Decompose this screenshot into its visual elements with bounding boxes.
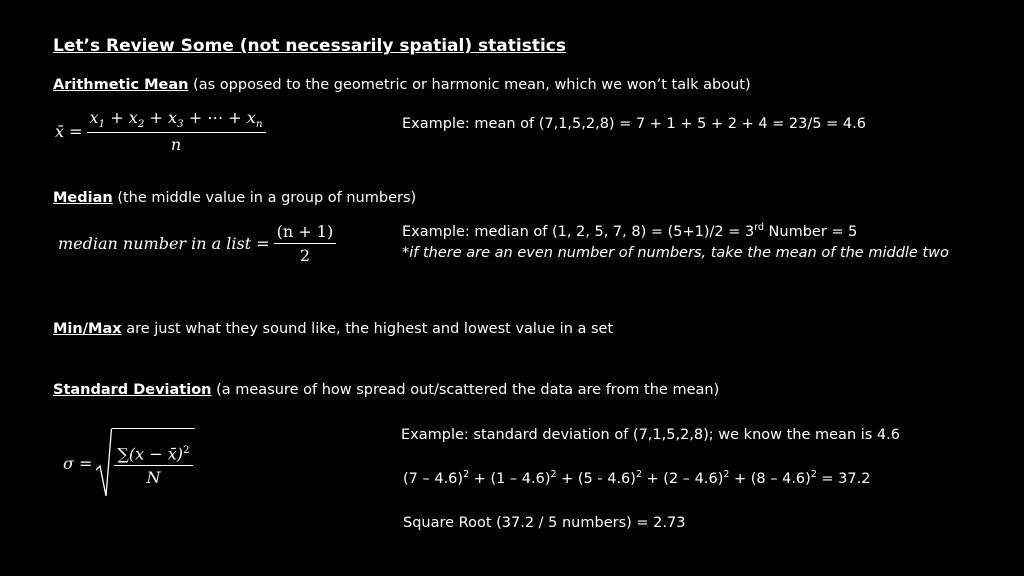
median-formula bbox=[58, 222, 336, 265]
median-denominator: 2 bbox=[274, 243, 337, 265]
mean-line bbox=[53, 77, 751, 93]
median-example: Example: median of (1, 2, 5, 7, 8) = (5+1)/2 = 3rd Number = 5 bbox=[402, 222, 858, 240]
std-sqrt-line: Square Root (37.2 / 5 numbers) = 2.73 bbox=[403, 515, 686, 531]
page-title: Let’s Review Some (not necessarily spatial) statistics bbox=[53, 36, 566, 56]
median-heading: Median bbox=[53, 190, 113, 206]
sqrt-icon bbox=[96, 428, 112, 498]
mean-description: (as opposed to the geometric or harmonic mean, which we won’t talk about) bbox=[188, 77, 751, 93]
minmax-line bbox=[53, 321, 613, 337]
std-example: Example: standard deviation of (7,1,5,2,8); we know the mean is 4.6 bbox=[401, 427, 900, 443]
mean-heading: Arithmetic Mean bbox=[53, 77, 189, 93]
sqrt-body bbox=[112, 428, 194, 498]
sqrt-radical bbox=[96, 428, 194, 498]
mean-formula-lhs: x̄ = bbox=[55, 121, 83, 141]
std-formula bbox=[63, 428, 195, 498]
std-numerator: ∑(x − x̄)$^2$ bbox=[117, 443, 190, 464]
median-fraction bbox=[274, 222, 337, 265]
std-sum-line: (7 – 4.6)$^2$ + (1 – 4.6)$^2$ + (5 - 4.6)$^2$ + (2 – 4.6)$^2$ + (8 – 4.6)$^2$ = 37.2 bbox=[403, 469, 871, 487]
mean-fraction bbox=[87, 108, 266, 154]
mean-example: Example: mean of (7,1,5,2,8) = 7 + 1 + 5 + 2 + 4 = 23/5 = 4.6 bbox=[402, 116, 866, 132]
mean-formula bbox=[55, 108, 266, 154]
minmax-description: are just what they sound like, the highest and lowest value in a set bbox=[121, 321, 614, 337]
std-fraction bbox=[114, 444, 192, 487]
median-numerator: (n + 1) bbox=[276, 222, 334, 241]
std-line bbox=[53, 382, 719, 398]
median-formula-lhs: median number in a list = bbox=[58, 234, 270, 253]
std-heading: Standard Deviation bbox=[53, 382, 212, 398]
std-description: (a measure of how spread out/scattered the data are from the mean) bbox=[211, 382, 720, 398]
std-formula-lhs: σ = bbox=[63, 453, 93, 473]
mean-numerator: $x_1 + x_2 + x_3$ + ⋯ + $x_n$ bbox=[89, 108, 263, 131]
mean-denominator: n bbox=[87, 132, 266, 154]
median-description: (the middle value in a group of numbers) bbox=[112, 190, 417, 206]
median-line bbox=[53, 190, 416, 206]
ordinal-superscript: rd bbox=[754, 222, 764, 233]
std-denominator: N bbox=[114, 465, 192, 487]
minmax-heading: Min/Max bbox=[53, 321, 122, 337]
median-note: *if there are an even number of numbers, take the mean of the middle two bbox=[402, 245, 949, 261]
